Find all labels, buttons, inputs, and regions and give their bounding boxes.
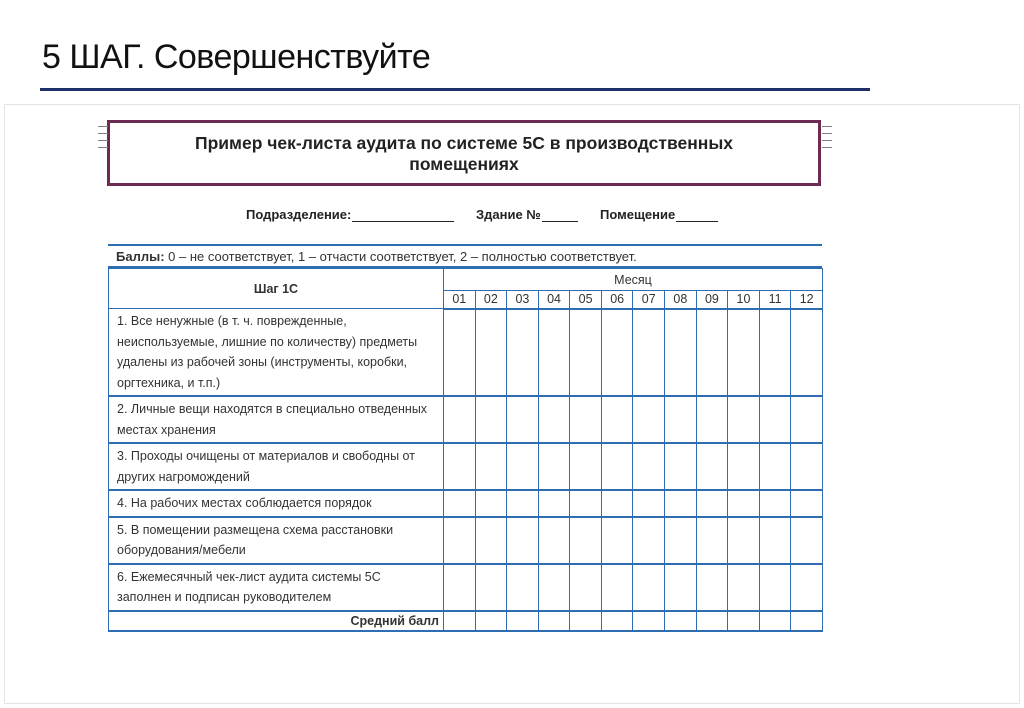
- average-cell[interactable]: [570, 611, 602, 631]
- score-cell[interactable]: [444, 396, 476, 443]
- score-cell[interactable]: [538, 396, 570, 443]
- score-cell[interactable]: [665, 309, 697, 397]
- average-cell[interactable]: [665, 611, 697, 631]
- score-cell[interactable]: [696, 517, 728, 564]
- score-cell[interactable]: [538, 490, 570, 517]
- score-cell[interactable]: [791, 490, 823, 517]
- month-number: 01: [444, 291, 476, 309]
- criterion-text: 5. В помещении размещена схема расстановки оборудования/мебели: [109, 517, 444, 564]
- score-cell[interactable]: [728, 564, 760, 611]
- score-cell[interactable]: [728, 443, 760, 490]
- score-cell[interactable]: [475, 309, 507, 397]
- score-cell[interactable]: [570, 564, 602, 611]
- building-field: [476, 207, 578, 222]
- criterion-row: [109, 443, 823, 490]
- score-cell[interactable]: [601, 309, 633, 397]
- score-cell[interactable]: [444, 309, 476, 397]
- slide-title: 5 ШАГ. Совершенствуйте: [42, 38, 431, 76]
- average-cell[interactable]: [728, 611, 760, 631]
- score-cell[interactable]: [570, 309, 602, 397]
- month-number: 10: [728, 291, 760, 309]
- score-cell[interactable]: [570, 490, 602, 517]
- score-cell[interactable]: [475, 517, 507, 564]
- score-cell[interactable]: [696, 564, 728, 611]
- month-number: 04: [538, 291, 570, 309]
- score-cell[interactable]: [759, 564, 791, 611]
- score-cell[interactable]: [507, 309, 539, 397]
- score-cell[interactable]: [570, 517, 602, 564]
- month-number: 02: [475, 291, 507, 309]
- scores-legend: [108, 244, 822, 268]
- month-number: 07: [633, 291, 665, 309]
- criterion-text: 4. На рабочих местах соблюдается порядок: [109, 490, 444, 517]
- month-number: 03: [507, 291, 539, 309]
- average-cell[interactable]: [696, 611, 728, 631]
- criterion-row: [109, 564, 823, 611]
- heading-tick: [822, 147, 832, 148]
- score-cell[interactable]: [507, 564, 539, 611]
- average-cell[interactable]: [538, 611, 570, 631]
- score-cell[interactable]: [665, 517, 697, 564]
- score-cell[interactable]: [633, 396, 665, 443]
- average-cell[interactable]: [791, 611, 823, 631]
- score-cell[interactable]: [601, 517, 633, 564]
- heading-tick: [98, 133, 108, 134]
- criterion-row: [109, 517, 823, 564]
- subdivision-blank[interactable]: [352, 207, 454, 222]
- average-cell[interactable]: [444, 611, 476, 631]
- building-blank[interactable]: [542, 207, 578, 222]
- score-cell[interactable]: [665, 443, 697, 490]
- score-cell[interactable]: [696, 490, 728, 517]
- average-cell[interactable]: [633, 611, 665, 631]
- score-cell[interactable]: [538, 564, 570, 611]
- header-row: [109, 269, 823, 291]
- room-blank[interactable]: [676, 207, 718, 222]
- score-cell[interactable]: [791, 309, 823, 397]
- room-label: Помещение: [600, 207, 676, 222]
- score-cell[interactable]: [633, 309, 665, 397]
- score-cell[interactable]: [633, 517, 665, 564]
- score-cell[interactable]: [444, 490, 476, 517]
- score-cell[interactable]: [633, 443, 665, 490]
- score-cell[interactable]: [728, 490, 760, 517]
- month-number: 12: [791, 291, 823, 309]
- score-cell[interactable]: [696, 396, 728, 443]
- average-cell[interactable]: [759, 611, 791, 631]
- score-cell[interactable]: [759, 443, 791, 490]
- month-number: 06: [601, 291, 633, 309]
- score-cell[interactable]: [791, 396, 823, 443]
- score-cell[interactable]: [538, 309, 570, 397]
- heading-line-1: Пример чек-листа аудита по системе 5С в производственных: [194, 133, 734, 153]
- scores-label: Баллы:: [116, 249, 165, 264]
- score-cell[interactable]: [665, 490, 697, 517]
- heading-tick: [98, 147, 108, 148]
- score-cell[interactable]: [728, 517, 760, 564]
- score-cell[interactable]: [759, 517, 791, 564]
- average-label: Средний балл: [109, 611, 444, 631]
- score-cell[interactable]: [665, 396, 697, 443]
- score-cell[interactable]: [696, 443, 728, 490]
- score-cell[interactable]: [791, 517, 823, 564]
- score-cell[interactable]: [444, 517, 476, 564]
- score-cell[interactable]: [475, 396, 507, 443]
- checklist-table: [108, 268, 823, 632]
- score-cell[interactable]: [728, 309, 760, 397]
- heading-line-2: помещениях: [409, 154, 519, 174]
- score-cell[interactable]: [633, 490, 665, 517]
- score-cell[interactable]: [791, 564, 823, 611]
- score-cell[interactable]: [601, 396, 633, 443]
- score-cell[interactable]: [665, 564, 697, 611]
- score-cell[interactable]: [633, 564, 665, 611]
- heading-tick: [822, 133, 832, 134]
- score-cell[interactable]: [475, 564, 507, 611]
- score-cell[interactable]: [570, 396, 602, 443]
- criterion-text: 1. Все ненужные (в т. ч. поврежденные, неиспользуемые, лишние по количеству) предметы удалены из рабочей зоны (инструменты, коробки, оргтехника, и т.п.): [109, 309, 444, 397]
- month-number: 08: [665, 291, 697, 309]
- scores-text: 0 – не соответствует, 1 – отчасти соответствует, 2 – полностью соответствует.: [168, 249, 637, 264]
- score-cell[interactable]: [475, 490, 507, 517]
- building-label: Здание №: [476, 207, 541, 222]
- score-cell[interactable]: [759, 309, 791, 397]
- score-cell[interactable]: [601, 443, 633, 490]
- month-header: Месяц: [444, 269, 823, 291]
- document-heading: [107, 120, 821, 186]
- score-cell[interactable]: [791, 443, 823, 490]
- average-cell[interactable]: [475, 611, 507, 631]
- average-cell[interactable]: [507, 611, 539, 631]
- criterion-row: [109, 309, 823, 397]
- step-header: Шаг 1С: [109, 269, 444, 309]
- criterion-text: 6. Ежемесячный чек-лист аудита системы 5С заполнен и подписан руководителем: [109, 564, 444, 611]
- criterion-row: [109, 396, 823, 443]
- score-cell[interactable]: [759, 490, 791, 517]
- criterion-row: [109, 490, 823, 517]
- score-cell[interactable]: [570, 443, 602, 490]
- month-number: 09: [696, 291, 728, 309]
- score-cell[interactable]: [444, 443, 476, 490]
- score-cell[interactable]: [507, 517, 539, 564]
- month-number: 05: [570, 291, 602, 309]
- criterion-text: 3. Проходы очищены от материалов и свободны от других нагромождений: [109, 443, 444, 490]
- score-cell[interactable]: [507, 490, 539, 517]
- score-cell[interactable]: [728, 396, 760, 443]
- heading-tick: [98, 140, 108, 141]
- criterion-text: 2. Личные вещи находятся в специально отведенных местах хранения: [109, 396, 444, 443]
- score-cell[interactable]: [759, 396, 791, 443]
- score-cell[interactable]: [601, 490, 633, 517]
- average-cell[interactable]: [601, 611, 633, 631]
- score-cell[interactable]: [444, 564, 476, 611]
- heading-tick: [822, 140, 832, 141]
- subdivision-label: Подразделение:: [246, 207, 352, 222]
- average-row: [109, 611, 823, 631]
- score-cell[interactable]: [475, 443, 507, 490]
- score-cell[interactable]: [538, 517, 570, 564]
- score-cell[interactable]: [601, 564, 633, 611]
- title-underline: [40, 88, 870, 91]
- score-cell[interactable]: [507, 443, 539, 490]
- room-field: [600, 207, 718, 222]
- score-cell[interactable]: [507, 396, 539, 443]
- score-cell[interactable]: [696, 309, 728, 397]
- month-number: 11: [759, 291, 791, 309]
- subdivision-field: [246, 207, 454, 222]
- heading-tick: [822, 126, 832, 127]
- heading-tick: [98, 126, 108, 127]
- score-cell[interactable]: [538, 443, 570, 490]
